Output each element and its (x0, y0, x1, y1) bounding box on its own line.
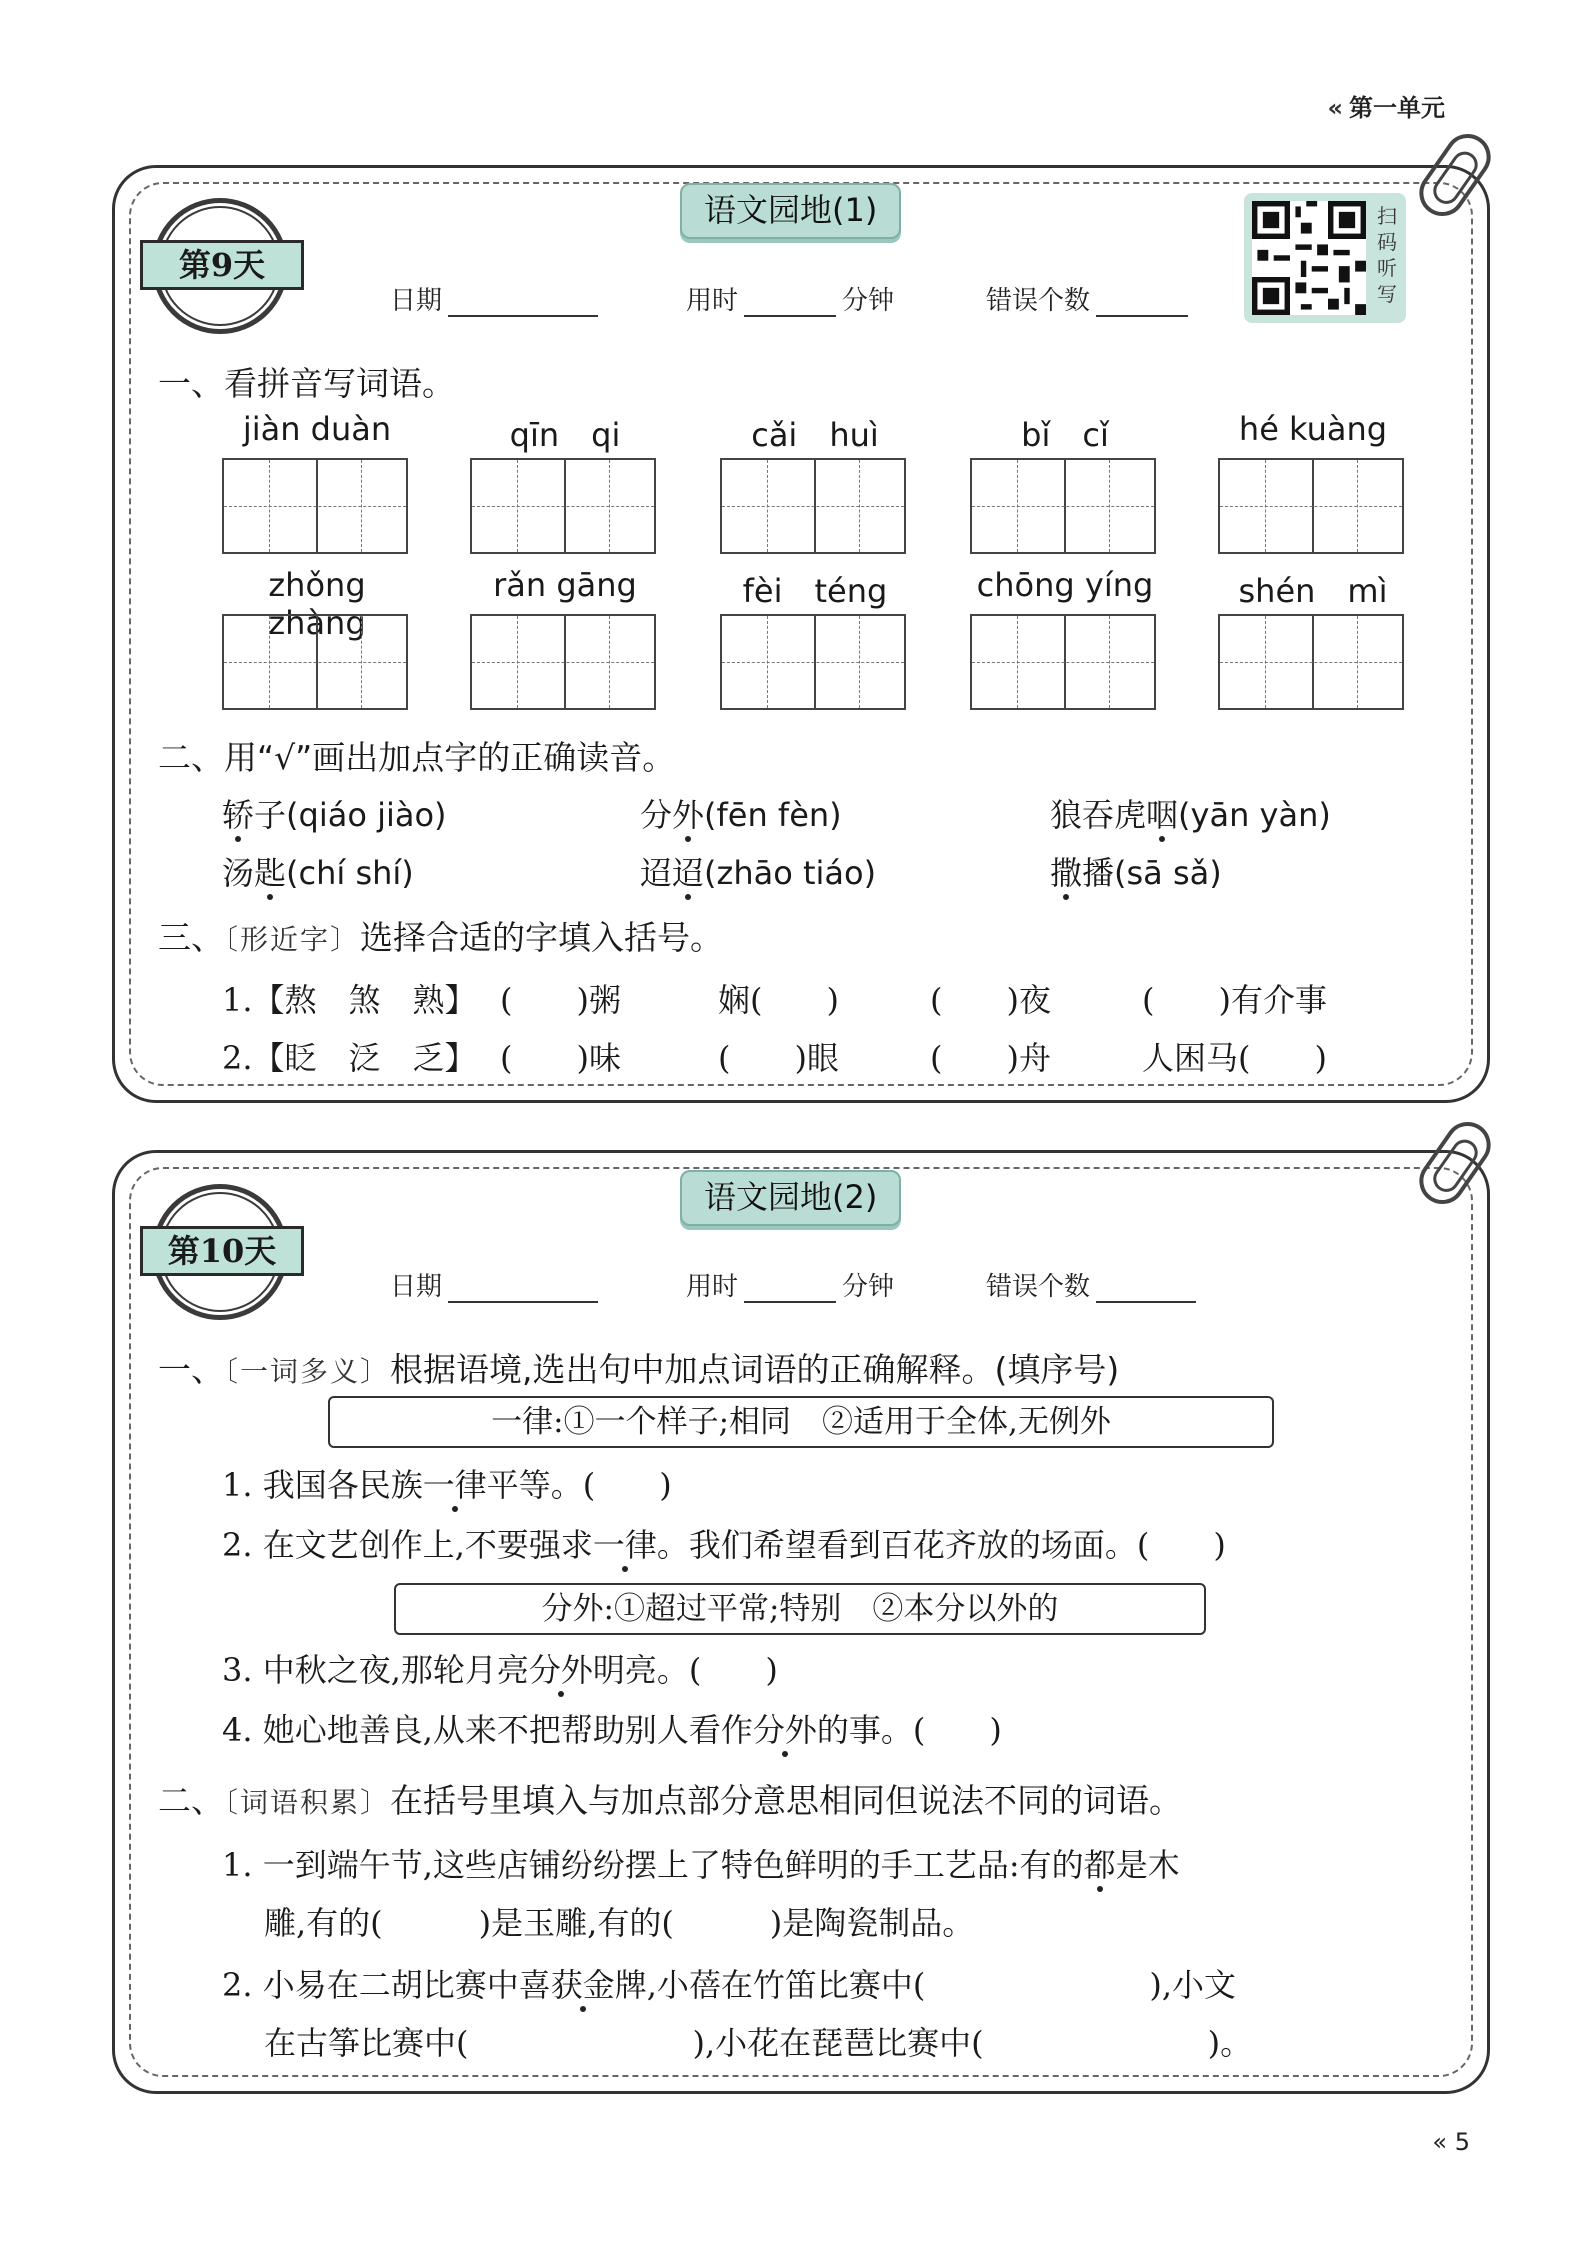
sentence[interactable]: 1. 我国各民族一律平等。( ) (222, 1466, 672, 1504)
qr-code-icon (1252, 201, 1366, 315)
minute-label: 分钟 (842, 1272, 895, 1302)
section-heading: 二、用“√”画出加点字的正确读音。 (158, 738, 676, 777)
pinyin-label: jiàn duàn (242, 410, 392, 448)
writing-grid[interactable] (970, 458, 1156, 554)
pinyin-label: shén mì (1238, 572, 1388, 610)
time-field (686, 280, 894, 317)
reading-item[interactable]: 轿子(qiáo jiào) (222, 796, 447, 834)
definition-box: 分外:①超过平常;特别 ②本分以外的 (394, 1583, 1206, 1635)
qr-code-panel[interactable] (1244, 193, 1406, 323)
writing-grid[interactable] (470, 614, 656, 710)
pinyin-label: hé kuàng (1238, 410, 1388, 448)
paragraph-line[interactable]: 1. 一到端午节,这些店铺纷纷摆上了特色鲜明的手工艺品:有的都是木 (222, 1846, 1180, 1884)
pinyin-label: zhǒng zhàng (268, 566, 366, 642)
errors-label: 错误个数 (986, 286, 1091, 316)
unit-header (1327, 88, 1445, 123)
pinyin-label: cǎi huì (751, 416, 879, 454)
date-field (390, 1266, 604, 1303)
date-blank[interactable] (448, 293, 598, 317)
errors-field (986, 280, 1194, 317)
pinyin-label: bǐ cǐ (1021, 416, 1109, 454)
pinyin-label: fèi téng (742, 572, 888, 610)
section-heading: 一、〔一词多义〕根据语境,选出句中加点词语的正确解释。(填序号) (158, 1350, 1120, 1389)
date-label: 日期 (390, 286, 443, 316)
section-tag: 〔词语积累〕 (224, 1786, 391, 1819)
fill-blank[interactable]: ( )舟 (930, 1039, 1051, 1077)
writing-grid[interactable] (720, 458, 906, 554)
unit-title: 第一单元 (1349, 94, 1445, 122)
section-tag: 〔形近字〕 (224, 923, 361, 956)
writing-grid[interactable] (1218, 458, 1404, 554)
fill-blank[interactable]: ( )夜 (930, 981, 1051, 1019)
definition-box: 一律:①一个样子;相同 ②适用于全体,无例外 (328, 1396, 1274, 1448)
section-heading: 三、〔形近字〕选择合适的字填入括号。 (158, 918, 724, 957)
paragraph-line[interactable]: 2. 小易在二胡比赛中喜获金牌,小蓓在竹笛比赛中( ),小文 (222, 1966, 1237, 2004)
errors-label: 错误个数 (986, 1272, 1091, 1302)
reading-item[interactable]: 撒播(sā sǎ) (1050, 854, 1222, 892)
day-badge (140, 198, 304, 338)
date-blank[interactable] (448, 1279, 598, 1303)
paragraph-line[interactable]: 在古筝比赛中( ),小花在琵琶比赛中( )。 (264, 2024, 1253, 2062)
sentence[interactable]: 2. 在文艺创作上,不要强求一律。我们希望看到百花齐放的场面。( ) (222, 1526, 1226, 1564)
page-number: « 5 (1432, 2128, 1470, 2156)
time-blank[interactable] (744, 293, 836, 317)
scan-to-listen-label: 扫 码 听 写 (1377, 204, 1397, 306)
day-label: 第10天 (140, 1226, 304, 1276)
fill-row: 1.【熬 煞 熟】 (222, 981, 477, 1019)
time-field (686, 1266, 894, 1303)
reading-item[interactable]: 汤匙(chí shí) (222, 854, 414, 892)
date-label: 日期 (390, 1272, 443, 1302)
card-title: 语文园地(1) (680, 183, 901, 239)
chevron-left-icon: « (1327, 94, 1343, 122)
paragraph-line[interactable]: 雕,有的( )是玉雕,有的( )是陶瓷制品。 (264, 1904, 975, 1942)
fill-row: 2.【眨 泛 乏】 (222, 1039, 477, 1077)
errors-blank[interactable] (1096, 293, 1188, 317)
fill-blank[interactable]: ( )味 (500, 1039, 621, 1077)
fill-blank[interactable]: ( )粥 (500, 981, 621, 1019)
reading-item[interactable]: 迢迢(zhāo tiáo) (640, 854, 877, 892)
writing-grid[interactable] (1218, 614, 1404, 710)
sentence[interactable]: 3. 中秋之夜,那轮月亮分外明亮。( ) (222, 1651, 778, 1689)
chevron-left-icon: « (1432, 2128, 1448, 2156)
fill-blank[interactable]: 人困马( ) (1142, 1039, 1327, 1077)
pinyin-label: rǎn gāng (493, 566, 637, 604)
day-badge (140, 1184, 304, 1324)
minute-label: 分钟 (842, 286, 895, 316)
writing-grid[interactable] (720, 614, 906, 710)
pinyin-label: chōng yíng (976, 566, 1154, 604)
day-label: 第9天 (140, 240, 304, 290)
pinyin-label: qīn qi (509, 416, 621, 454)
errors-field (986, 1266, 1202, 1303)
fill-blank[interactable]: ( )眼 (718, 1039, 839, 1077)
reading-item[interactable]: 分外(fēn fèn) (640, 796, 842, 834)
time-blank[interactable] (744, 1279, 836, 1303)
time-label: 用时 (686, 1272, 739, 1302)
errors-blank[interactable] (1096, 1279, 1196, 1303)
section-heading: 二、〔词语积累〕在括号里填入与加点部分意思相同但说法不同的词语。 (158, 1781, 1183, 1820)
writing-grid[interactable] (222, 458, 408, 554)
fill-blank[interactable]: ( )有介事 (1142, 981, 1327, 1019)
writing-grid[interactable] (970, 614, 1156, 710)
section-tag: 〔一词多义〕 (224, 1355, 391, 1388)
time-label: 用时 (686, 286, 739, 316)
section-heading: 一、看拼音写词语。 (158, 364, 455, 403)
fill-blank[interactable]: 娴( ) (718, 981, 839, 1019)
writing-grid[interactable] (470, 458, 656, 554)
writing-grid[interactable] (222, 614, 408, 710)
card-title: 语文园地(2) (680, 1170, 901, 1226)
sentence[interactable]: 4. 她心地善良,从来不把帮助别人看作分外的事。( ) (222, 1711, 1002, 1749)
reading-item[interactable]: 狼吞虎咽(yān yàn) (1050, 796, 1331, 834)
date-field (390, 280, 604, 317)
